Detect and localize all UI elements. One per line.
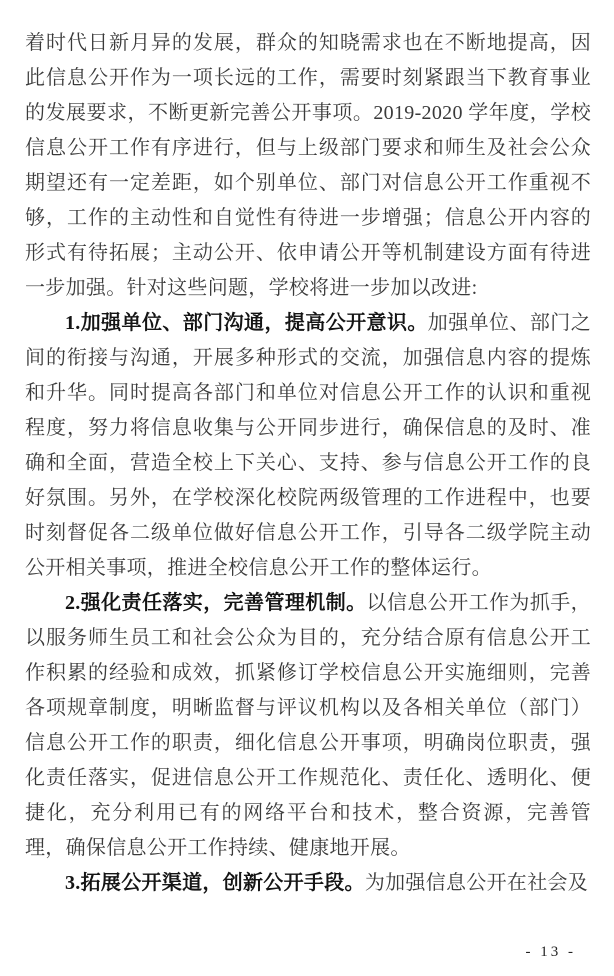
improvement-item-1 bbox=[25, 306, 591, 586]
improvement-item-2 bbox=[25, 586, 591, 866]
improvement-item-3-heading: 3.拓展公开渠道，创新公开手段。 bbox=[65, 872, 365, 894]
improvement-item-2-body: 以信息公开工作为抓手，以服务师生员工和社会公众为目的，充分结合原有信息公开工作积累的经验和成效，抓紧修订学校信息公开实施细则，完善各项规章制度，明晰监督与评议机构以及各相关单位（部门）信息公开工作的职责，细化信息公开事项，明确岗位职责，强化责任落实，促进信息公开工作规范化、责任化、透明化、便捷化，充分利用已有的网络平台和技术，整合资源，完善管理，确保信息公开工作持续、健康地开展。 bbox=[25, 592, 591, 859]
improvement-item-1-body: 加强单位、部门之间的衔接与沟通，开展多种形式的交流，加强信息内容的提炼和升华。同时提高各部门和单位对信息公开工作的认识和重视程度，努力将信息收集与公开同步进行，确保信息的及时、准确和全面，营造全校上下关心、支持、参与信息公开工作的良好氛围。另外，在学校深化校院两级管理的工作进程中，也要时刻督促各二级单位做好信息公开工作，引导各二级学院主动公开相关事项，推进全校信息公开工作的整体运行。 bbox=[25, 312, 591, 579]
page-text-block bbox=[25, 26, 591, 901]
improvement-item-3-body: 为加强信息公开在社会及 bbox=[364, 872, 589, 894]
improvement-item-3 bbox=[25, 866, 591, 901]
paragraph-continuation: 着时代日新月异的发展，群众的知晓需求也在不断地提高，因此信息公开作为一项长远的工作，需要时刻紧跟当下教育事业的发展要求，不断更新完善公开事项。2019-2020 学年度，学校信息公开工作有序进行，但与上级部门要求和师生及社会公众期望还有一定差距，如个别单位、部门对信息公开工作重视不够，工作的主动性和自觉性有待进一步增强；信息公开内容的形式有待拓展；主动公开、依申请公开等机制建设方面有待进一步加强。针对这些问题，学校将进一步加以改进: bbox=[25, 32, 591, 299]
improvement-item-1-heading: 1.加强单位、部门沟通，提高公开意识。 bbox=[65, 312, 428, 334]
improvement-item-2-heading: 2.强化责任落实，完善管理机制。 bbox=[65, 592, 367, 614]
page-number: - 13 - bbox=[525, 944, 576, 960]
